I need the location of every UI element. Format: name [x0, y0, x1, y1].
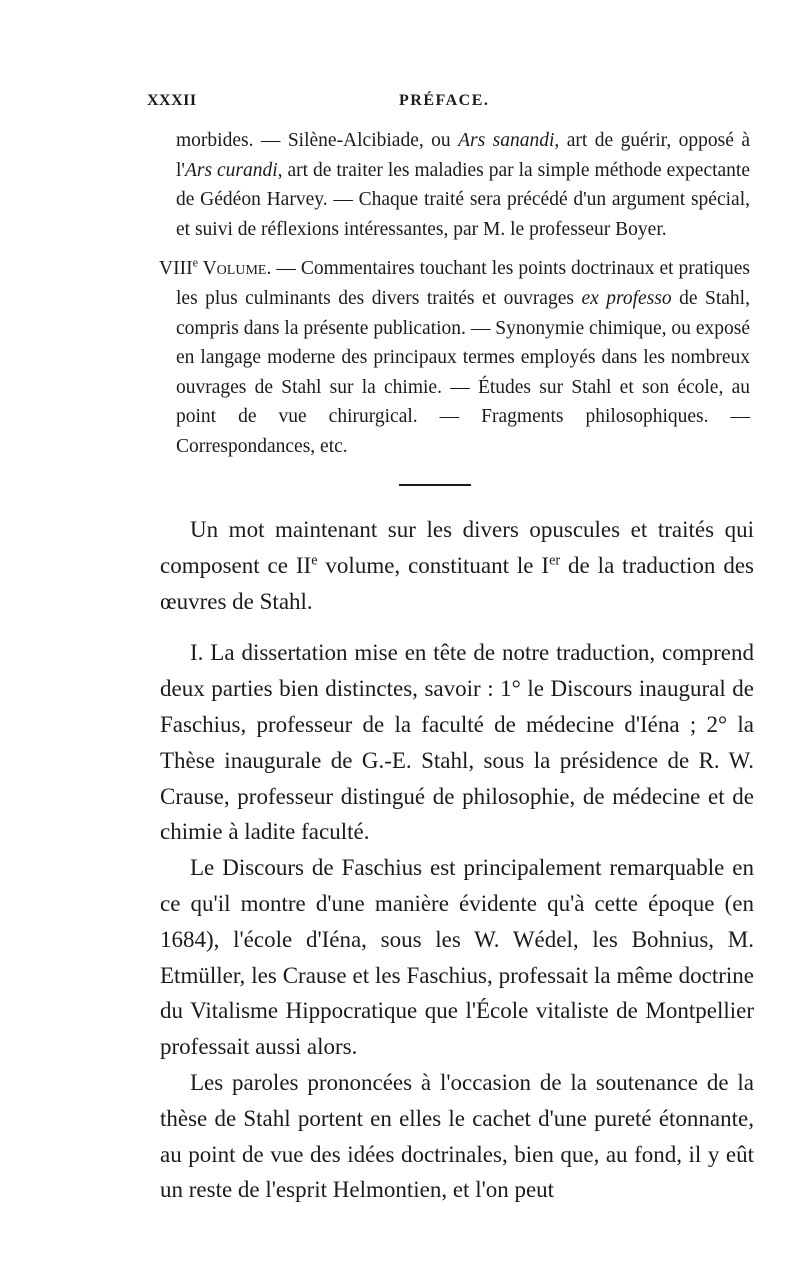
main-text: [160, 512, 754, 1208]
volume-vii-continuation: morbides. — Silène-Alcibiade, ou Ars sanandi, art de guérir, opposé à l'Ars curandi, art de traiter les maladies par la simple méthode expectante de Gédéon Harvey. — Chaque traité sera précédé d'un argument spécial, et suivi de réflexions intéressantes, par M. le professeur Boyer.: [176, 130, 750, 240]
running-title: PRÉFACE.: [399, 92, 490, 109]
page-number: XXXII: [147, 92, 197, 109]
volume-number: VIII: [159, 258, 193, 280]
page-header: [147, 92, 747, 118]
paragraph-dissertation: I. La dissertation mise en tête de notre traduction, comprend deux parties bien distinctes, savoir : 1° le Discours inaugural de Faschius, professeur de la faculté de médecine d'Iéna ; 2° la Thèse inaugurale de G.-E. Stahl, sous la présidence de R. W. Crause, professeur distingué de philosophie, de médecine et de chimie à ladite faculté.: [160, 640, 754, 845]
section-divider: [399, 484, 471, 486]
intro-paragraph: Un mot maintenant sur les divers opuscules et traités qui composent ce IIe volume, constituant le Ier de la traduction des œuvres de Stahl.: [160, 517, 754, 614]
volume-label: Volume.: [197, 258, 272, 280]
paragraph-these: Les paroles prononcées à l'occasion de la soutenance de la thèse de Stahl portent en elles le cachet d'une pureté étonnante, au point de vue des idées doctrinales, bien que, au fond, il y eût un reste de l'esprit Helmontien, et l'on peut: [160, 1069, 754, 1203]
paragraph-faschius: Le Discours de Faschius est principalement remarquable en ce qu'il montre d'une manière évidente qu'à cette époque (en 1684), l'école d'Iéna, sous les W. Wédel, les Bohnius, M. Etmüller, les Crause et les Faschius, professait la même doctrine du Vitalisme Hippocratique que l'École vitaliste de Montpellier professait aussi alors.: [160, 855, 754, 1060]
volume-list: [159, 126, 750, 462]
volume-viii-entry: VIIIe Volume. — Commentaires touchant les points doctrinaux et pratiques les plus culminants des divers traités et ouvrages ex professo de Stahl, compris dans la présente publication. — Synonymie chimique, ou exposé en langage moderne des principaux termes employés dans les nombreux ouvrages de Stahl sur la chimie. — Études sur Stahl et son école, au point de vue chirurgical. — Fragments philosophiques. — Correspondances, etc.: [159, 255, 750, 457]
